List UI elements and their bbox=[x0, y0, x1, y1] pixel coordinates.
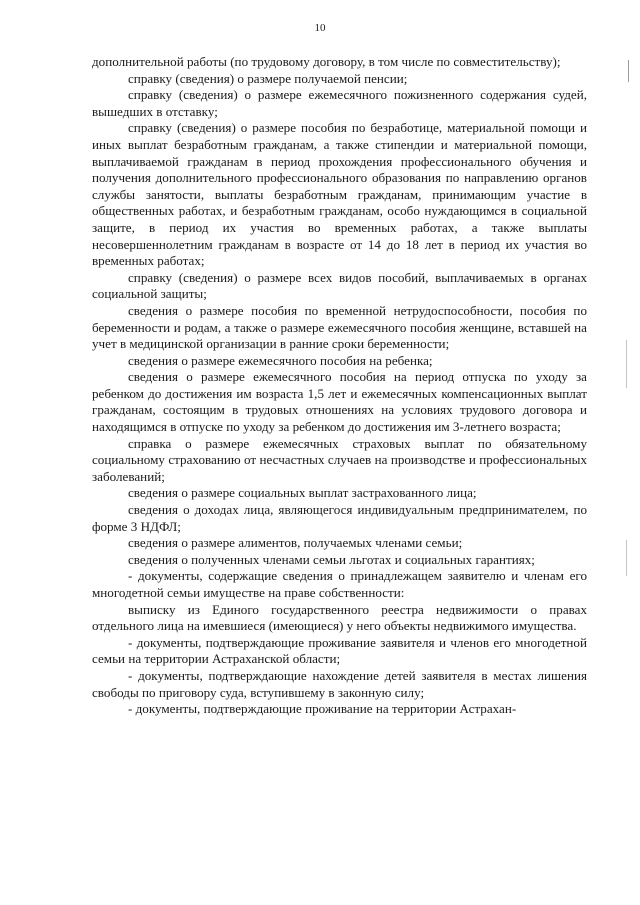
paragraph: - документы, подтверждающие проживание на территории Астрахан- bbox=[128, 701, 517, 717]
paragraph: сведения о размере социальных выплат застрахованного лица; bbox=[128, 485, 477, 501]
paragraph: сведения о размере алиментов, получаемых членами семьи; bbox=[128, 535, 463, 551]
paragraph: справку (сведения) о размере получаемой пенсии; bbox=[128, 70, 408, 86]
paragraph: справку (сведения) о размере всех видов пособий, выплачиваемых в органах социальной защиты; bbox=[92, 269, 587, 302]
paragraph: сведения о доходах лица, являющегося индивидуальным предпринимателем, по форме 3 НДФЛ; bbox=[92, 502, 587, 534]
paragraph: сведения о размере ежемесячного пособия на период отпуска по уходу за ребенком до достижения им возраста 1,5 лет и ежемесячных компенсационных выплат гражданам, состоящим в трудовых отношениях на условиях трудового договора и находящимся в отпуске по уходу за ребенком до достижения им 3-летнего возраста; bbox=[92, 369, 587, 435]
paragraph: справка о размере ежемесячных страховых выплат по обязательному социальному страхованию от несчастных случаев на производстве и профессиональных заболеваний; bbox=[92, 435, 587, 484]
paragraph: - документы, подтверждающие нахождение детей заявителя в местах лишения свободы по приговору суда, вступившему в законную силу; bbox=[92, 667, 587, 700]
page-number: 10 bbox=[314, 22, 326, 34]
paragraph: сведения о размере ежемесячного пособия на ребенка; bbox=[128, 352, 433, 368]
paragraph: - документы, содержащие сведения о принадлежащем заявителю и членам его многодетной семьи имуществе на праве собственности: bbox=[92, 568, 587, 600]
paragraph: выписку из Единого государственного реестра недвижимости о правах отдельного лица на имевшиеся (имеющиеся) у него объекты недвижимого имущества. bbox=[92, 601, 587, 634]
paragraph: справку (сведения) о размере ежемесячного пожизненного содержания судей, вышедших в отставку; bbox=[92, 87, 587, 119]
document-body bbox=[92, 54, 587, 718]
paragraph: справку (сведения) о размере пособия по безработице, материальной помощи и иных выплат безработным гражданам, а также стипендии и материальной помощи, выплачиваемой гражданам в период прохождения профессионального обучения и получения дополнительного профессионального образования по направлению органов службы занятости, выплаты безработным гражданам, принимающим участие в общественных работах, и безработным гражданам, особо нуждающимся в социальной защите, в период их участия во временных работах, а также выплаты несовершеннолетним гражданам в возрасте от 14 до 18 лет в период их участия во временных работах; bbox=[92, 120, 587, 269]
paragraph: - документы, подтверждающие проживание заявителя и членов его многодетной семьи на территории Астраханской области; bbox=[92, 634, 587, 667]
paragraph: сведения о полученных членами семьи льготах и социальных гарантиях; bbox=[128, 551, 535, 567]
paragraph: сведения о размере пособия по временной нетрудоспособности, пособия по беременности и родам, а также о размере ежемесячного пособия женщине, вставшей на учет в медицинской организации в ранние сроки беременности; bbox=[92, 302, 587, 352]
scan-mark bbox=[626, 540, 627, 576]
scan-mark bbox=[628, 60, 629, 82]
paragraph: дополнительной работы (по трудовому договору, в том числе по совместительству); bbox=[92, 54, 561, 69]
scan-mark bbox=[626, 340, 627, 388]
